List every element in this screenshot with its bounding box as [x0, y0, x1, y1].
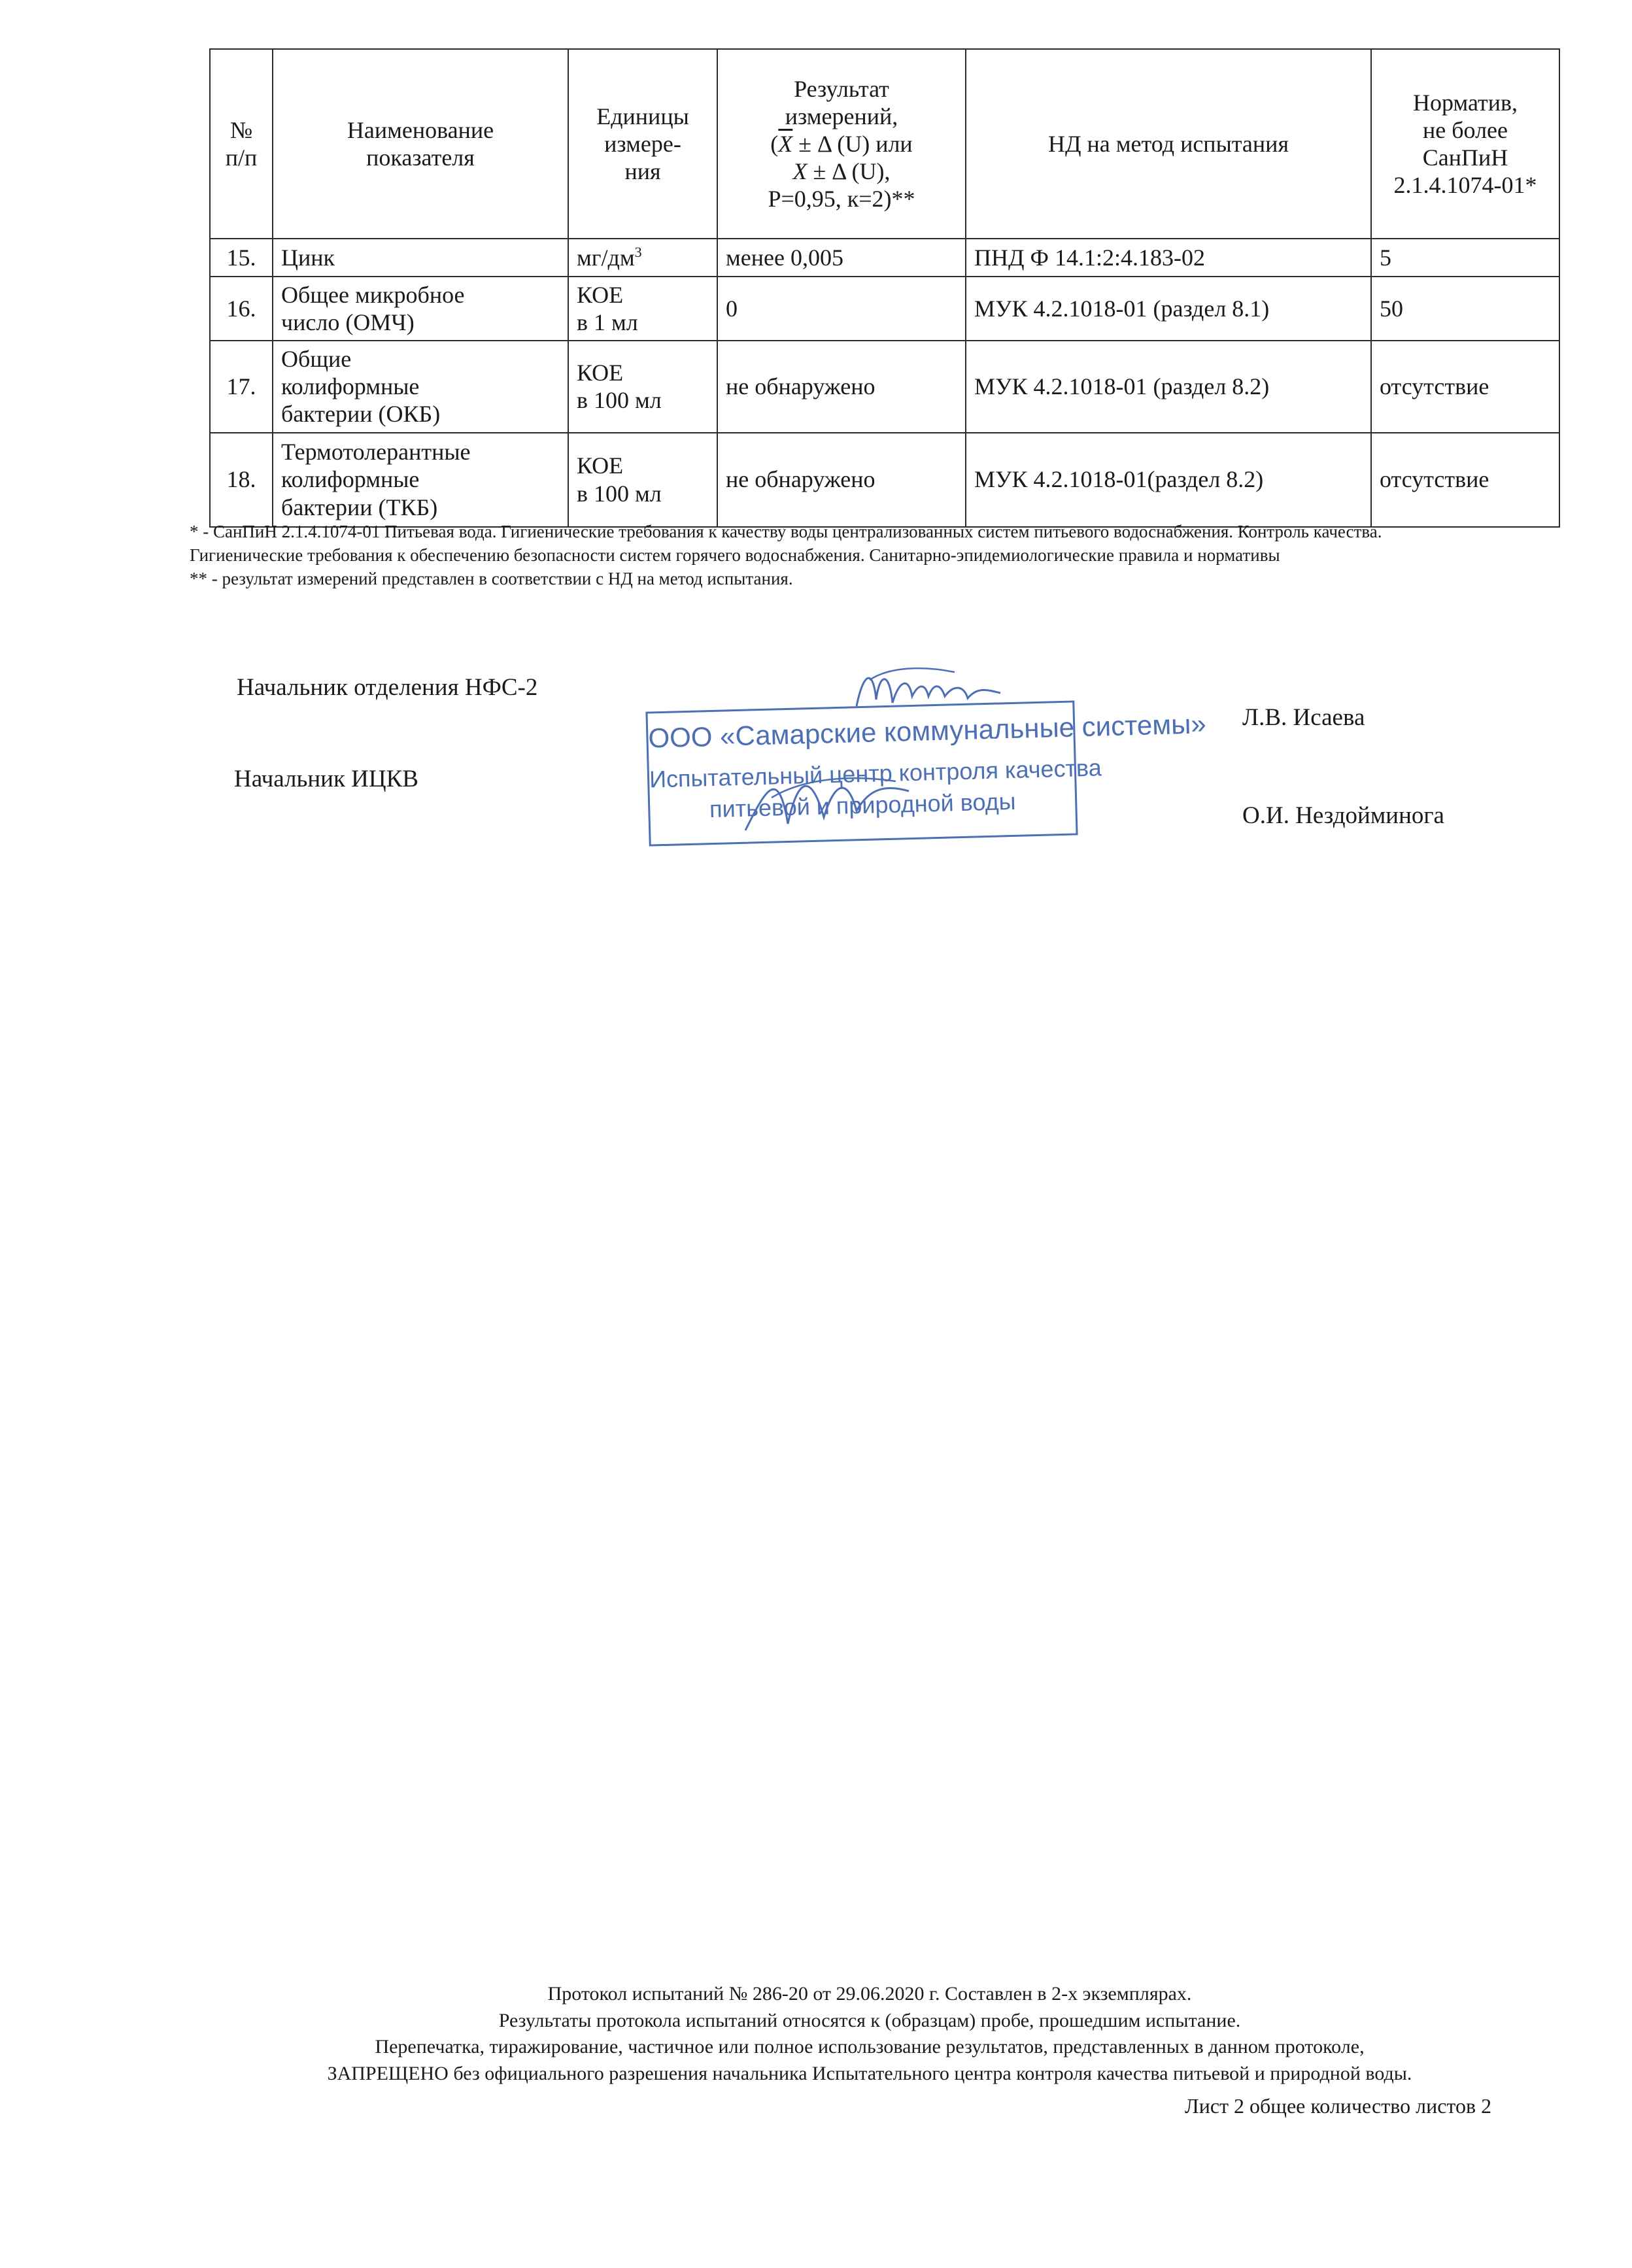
row-norm: отсутствие — [1371, 341, 1559, 432]
note-sanpin-cont: Гигиенические требования к обеспечению безопасности систем горячего водоснабжения. Санитарно-эпидемиологические правила и нормативы — [190, 545, 1280, 565]
row-norm: 5 — [1371, 239, 1559, 277]
header-norm: Норматив, не более СанПиН 2.1.4.1074-01* — [1371, 49, 1559, 239]
header-num: № п/п — [210, 49, 273, 239]
results-table — [209, 48, 1560, 528]
row-units: $мг/дм^3$ — [568, 239, 717, 277]
row-result: 0 — [717, 277, 966, 341]
table-row — [210, 277, 1559, 341]
table-row — [210, 239, 1559, 277]
row-name: Общие колиформные бактерии (ОКБ) — [273, 341, 568, 432]
row-name: Термотолерантные колиформные бактерии (ТКБ) — [273, 433, 568, 527]
note-method: ** - результат измерений представлен в соответствии с НД на метод испытания. — [190, 568, 793, 588]
row-num: 17. — [210, 341, 273, 432]
row-result: менее 0,005 — [717, 239, 966, 277]
row-name: Цинк — [273, 239, 568, 277]
header-result: Результат измерений, ($\overline{X} \pm \Delta$ (U) или X ± Δ (U), Р=0,95, к=2)** — [717, 49, 966, 239]
row-result: не обнаружено — [717, 433, 966, 527]
signature-title-ickv: Начальник ИЦКВ — [234, 766, 418, 792]
table-header-row — [210, 49, 1559, 239]
row-norm: 50 — [1371, 277, 1559, 341]
stamp-center-name-cont: питьевой и природной воды — [709, 787, 1017, 823]
stamp-org-name: ООО «Самарские коммунальные системы» — [647, 708, 1207, 754]
header-units: Единицы измере- ния — [568, 49, 717, 239]
header-method: НД на метод испытания — [966, 49, 1371, 239]
row-units: КОЕ в 100 мл — [568, 433, 717, 527]
footer-copy-warning: Перепечатка, тиражирование, частичное или полное использование результатов, представленных в данном протоколе, — [375, 2036, 1365, 2057]
footer-protocol-number: Протокол испытаний № 286-20 от 29.06.2020 г. Составлен в 2-х экземплярах. — [547, 1983, 1192, 2005]
row-method: ПНД Ф 14.1:2:4.183-02 — [966, 239, 1371, 277]
note-sanpin: * - СанПиН 2.1.4.1074-01 Питьевая вода. Гигиенические требования к качеству воды централизованных систем питьевого водоснабжения. Контроль качества. — [190, 522, 1382, 541]
row-result: не обнаружено — [717, 341, 966, 432]
row-num: 18. — [210, 433, 273, 527]
row-num: 15. — [210, 239, 273, 277]
row-units: КОЕ в 1 мл — [568, 277, 717, 341]
stamp-center-name: Испытательный центр контроля качества — [649, 754, 1102, 793]
row-method: МУК 4.2.1018-01 (раздел 8.2) — [966, 341, 1371, 432]
row-norm: отсутствие — [1371, 433, 1559, 527]
table-notes — [190, 520, 1589, 591]
signature-name-isaeva: Л.В. Исаева — [1242, 704, 1365, 731]
footer-prohibition: ЗАПРЕЩЕНО без официального разрешения начальника Испытательного центра контроля качества питьевой и природной воды. — [327, 2062, 1412, 2084]
row-num: 16. — [210, 277, 273, 341]
table-row — [210, 433, 1559, 527]
protocol-footer — [144, 1981, 1595, 2087]
sheet-count: Лист 2 общее количество листов 2 — [1185, 2094, 1492, 2118]
header-name: Наименование показателя — [273, 49, 568, 239]
signature-title-nfs2: Начальник отделения НФС-2 — [237, 674, 538, 701]
table-row — [210, 341, 1559, 432]
signature-nezdoiminoga-scribble-icon — [726, 752, 922, 843]
signature-name-nezdoiminoga: О.И. Нездойминога — [1242, 802, 1444, 829]
row-name: Общее микробное число (ОМЧ) — [273, 277, 568, 341]
footer-results-scope: Результаты протокола испытаний относятся к (образцам) пробе, прошедшим испытание. — [498, 2009, 1241, 2031]
signature-isaeva-scribble-icon — [843, 660, 1013, 719]
row-units: КОЕ в 100 мл — [568, 341, 717, 432]
row-method: МУК 4.2.1018-01(раздел 8.2) — [966, 433, 1371, 527]
row-method: МУК 4.2.1018-01 (раздел 8.1) — [966, 277, 1371, 341]
